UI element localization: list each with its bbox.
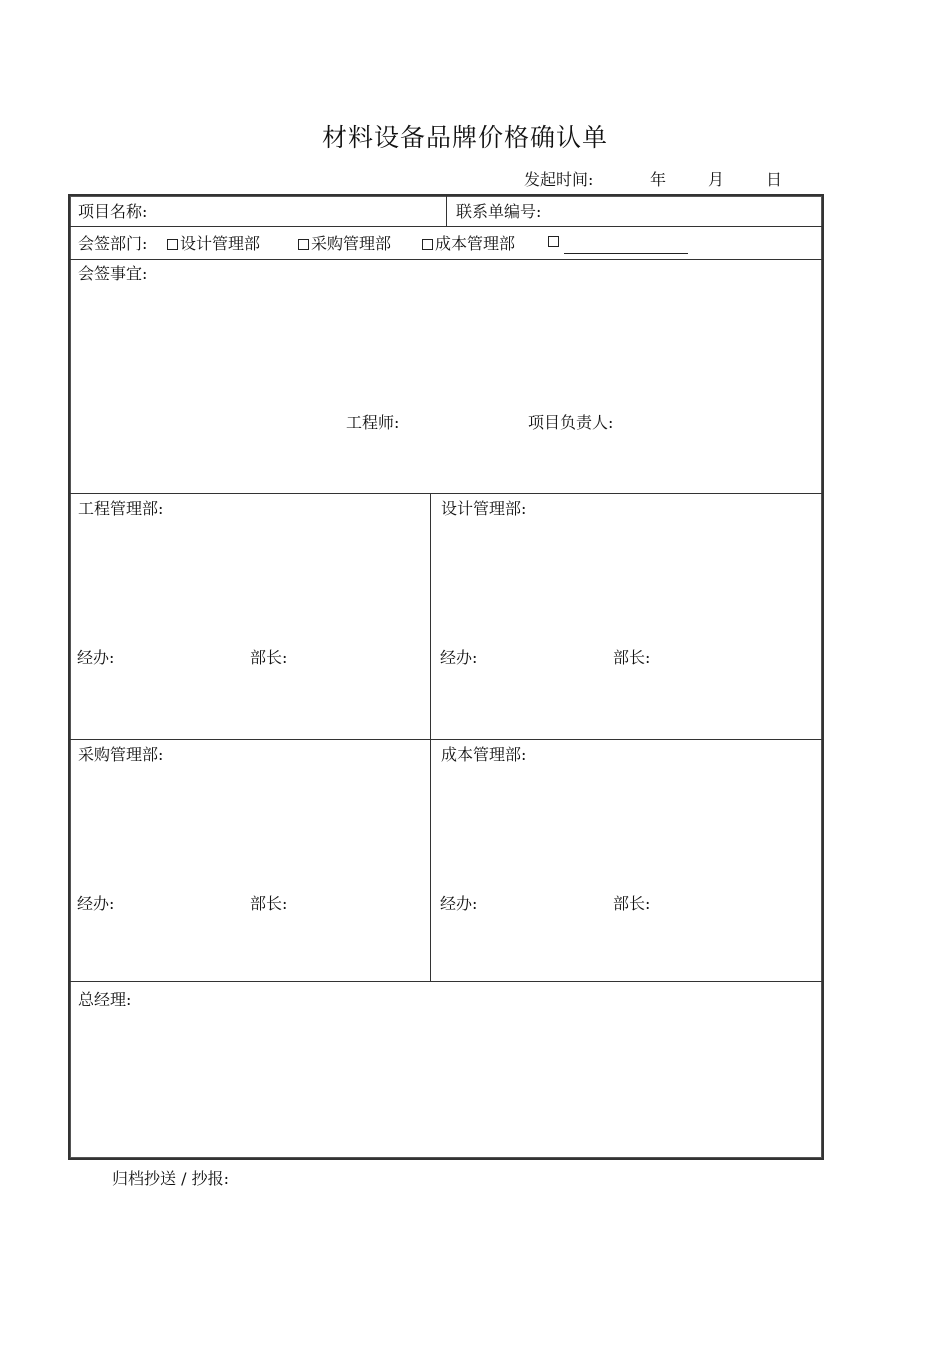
procurement-dept-label: 采购管理部: [78,745,164,764]
rule-depts-split [430,493,431,981]
project-name-field[interactable]: 项目名称: [78,202,148,221]
checkbox-icon[interactable] [167,239,178,250]
matters-label: 会签事宜: [78,264,148,283]
procurement-head-label: 部长: [250,894,288,913]
general-manager-label: 总经理: [78,990,132,1009]
cost-dept-label: 成本管理部: [441,745,527,764]
checkbox-design-label: 设计管理部 [180,234,261,253]
rule-depts-bottom [69,981,823,982]
date-day: 日 [766,170,783,189]
rule-row1 [69,226,823,227]
form-title: 材料设备品牌价格确认单 [321,123,608,152]
date-year: 年 [650,170,667,189]
rule-depts-top [69,739,823,740]
procurement-handler-label: 经办: [77,894,115,913]
contact-number-field[interactable]: 联系单编号: [456,202,542,221]
checkbox-cost[interactable] [422,231,515,254]
date-label: 发起时间: [524,170,594,189]
rule-row1-split [446,195,447,226]
design-dept-label: 设计管理部: [441,499,527,518]
cost-handler-label: 经办: [440,894,478,913]
checkbox-icon[interactable] [422,239,433,250]
engineering-head-label: 部长: [250,648,288,667]
rule-row2 [69,259,823,260]
engineering-handler-label: 经办: [77,648,115,667]
signoff-dept-label: 会签部门: [78,234,148,253]
checkbox-design[interactable] [167,231,260,254]
cost-head-label: 部长: [613,894,651,913]
rule-matters [69,493,823,494]
design-handler-label: 经办: [440,648,478,667]
archive-cc-label: 归档抄送 / 抄报: [112,1169,229,1188]
date-month: 月 [708,170,725,189]
other-dept-blank-line[interactable] [564,253,688,254]
engineering-dept-label: 工程管理部: [78,499,164,518]
project-lead-signature-label: 项目负责人: [528,413,614,432]
checkbox-procurement-label: 采购管理部 [311,234,392,253]
checkbox-icon[interactable] [298,239,309,250]
checkbox-icon[interactable] [548,236,559,247]
engineer-signature-label: 工程师: [346,413,400,432]
checkbox-procurement[interactable] [298,231,391,254]
design-head-label: 部长: [613,648,651,667]
form-table [68,194,824,1160]
checkbox-other[interactable] [548,231,561,250]
checkbox-cost-label: 成本管理部 [435,234,516,253]
